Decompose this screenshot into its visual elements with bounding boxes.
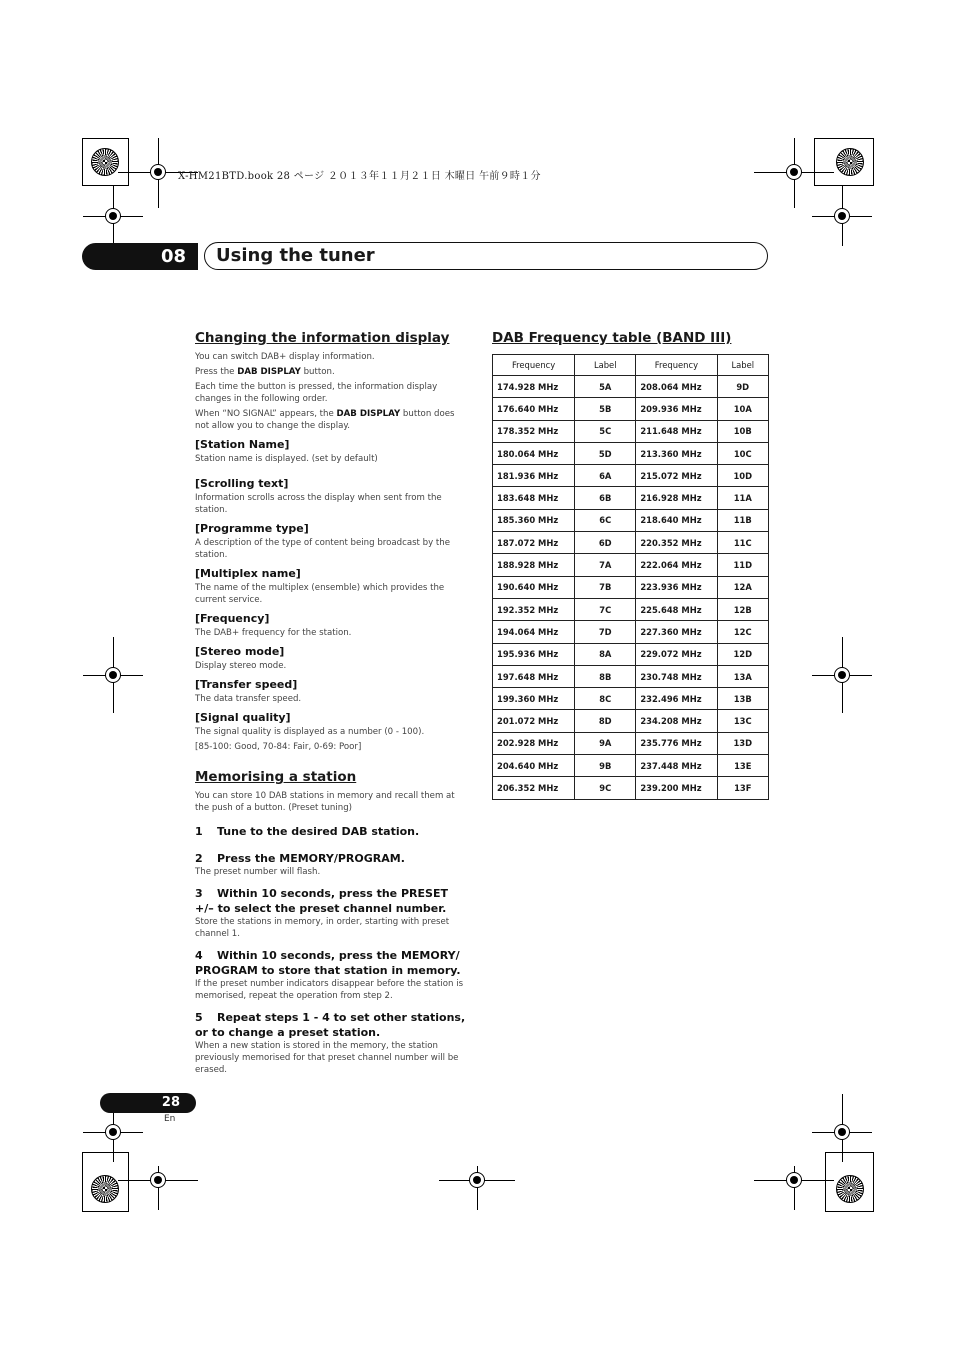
label-cell: 5A xyxy=(575,376,636,398)
step-note: If the preset number indicators disappear before the station is memorised, repeat the operation from step 2. xyxy=(195,979,464,1001)
table-row xyxy=(493,487,769,509)
display-item-name: [Stereo mode] xyxy=(195,645,285,658)
right-column xyxy=(492,330,770,800)
label-cell: 12C xyxy=(717,621,768,643)
table-row xyxy=(493,732,769,754)
column-header: Frequency xyxy=(636,355,717,376)
label-cell: 13A xyxy=(717,665,768,687)
frequency-cell: 183.648 MHz xyxy=(493,487,575,509)
label-cell: 6B xyxy=(575,487,636,509)
label-cell: 9A xyxy=(575,732,636,754)
chapter-number: 08 xyxy=(82,243,198,270)
frequency-cell: 220.352 MHz xyxy=(636,532,717,554)
label-cell: 12D xyxy=(717,643,768,665)
display-item-desc: Station name is displayed. (set by default) xyxy=(195,454,378,464)
step-number: 3 xyxy=(195,887,203,900)
label-cell: 10D xyxy=(717,465,768,487)
table-row xyxy=(493,509,769,531)
display-item-desc: The signal quality is displayed as a number (0 - 100). xyxy=(195,727,425,737)
step-note: The preset number will flash. xyxy=(195,867,321,877)
display-item-name: [Station Name] xyxy=(195,438,290,451)
page-number: 28 xyxy=(100,1093,196,1113)
paragraph: You can store 10 DAB stations in memory and recall them at the push of a button. (Preset tuning) xyxy=(195,791,455,813)
frequency-cell: 199.360 MHz xyxy=(493,688,575,710)
signal-quality-scale: [85-100: Good, 70-84: Fair, 0-69: Poor] xyxy=(195,742,362,752)
step-note: Store the stations in memory, in order, starting with preset channel 1. xyxy=(195,917,450,939)
step-number: 2 xyxy=(195,852,203,865)
frequency-cell: 239.200 MHz xyxy=(636,777,717,799)
table-row xyxy=(493,777,769,799)
table-row xyxy=(493,532,769,554)
step-text: Tune to the desired DAB station. xyxy=(217,825,420,838)
frequency-cell: 188.928 MHz xyxy=(493,554,575,576)
text: button does not allow you to change the display. xyxy=(195,409,455,431)
label-cell: 13D xyxy=(717,732,768,754)
column-header: Label xyxy=(717,355,768,376)
label-cell: 13C xyxy=(717,710,768,732)
frequency-cell: 235.776 MHz xyxy=(636,732,717,754)
left-column xyxy=(195,330,470,1079)
crop-mark xyxy=(82,1152,129,1212)
label-cell: 6C xyxy=(575,509,636,531)
frequency-cell: 194.064 MHz xyxy=(493,621,575,643)
table-row xyxy=(493,420,769,442)
table-body xyxy=(493,376,769,800)
crop-mark xyxy=(82,138,129,186)
frequency-cell: 174.928 MHz xyxy=(493,376,575,398)
button-name: DAB DISPLAY xyxy=(336,409,401,419)
step-text: Within 10 seconds, press the PRESET +/– to select the preset channel number. xyxy=(195,887,448,915)
paragraph: You can switch DAB+ display information. xyxy=(195,352,375,362)
label-cell: 5B xyxy=(575,398,636,420)
table-row xyxy=(493,755,769,777)
label-cell: 12B xyxy=(717,598,768,620)
label-cell: 11D xyxy=(717,554,768,576)
text: When “NO SIGNAL” appears, the xyxy=(195,409,337,419)
frequency-cell: 211.648 MHz xyxy=(636,420,717,442)
label-cell: 8A xyxy=(575,643,636,665)
display-item-desc: A description of the type of content being broadcast by the station. xyxy=(195,538,451,560)
table-row xyxy=(493,376,769,398)
step-number: 4 xyxy=(195,949,203,962)
frequency-cell: 176.640 MHz xyxy=(493,398,575,420)
paragraph xyxy=(195,408,470,432)
frequency-cell: 190.640 MHz xyxy=(493,576,575,598)
display-item-desc: The data transfer speed. xyxy=(195,694,302,704)
display-item-name: [Programme type] xyxy=(195,522,309,535)
frequency-cell: 202.928 MHz xyxy=(493,732,575,754)
label-cell: 8D xyxy=(575,710,636,732)
frequency-cell: 234.208 MHz xyxy=(636,710,717,732)
label-cell: 13F xyxy=(717,777,768,799)
step xyxy=(195,1010,470,1040)
display-item-name: [Frequency] xyxy=(195,612,270,625)
step xyxy=(195,948,470,978)
label-cell: 5D xyxy=(575,442,636,464)
label-cell: 12A xyxy=(717,576,768,598)
text: Press the xyxy=(195,367,238,377)
frequency-cell: 187.072 MHz xyxy=(493,532,575,554)
label-cell: 10A xyxy=(717,398,768,420)
frequency-cell: 227.360 MHz xyxy=(636,621,717,643)
frequency-cell: 213.360 MHz xyxy=(636,442,717,464)
frequency-cell: 204.640 MHz xyxy=(493,755,575,777)
section-title-memorising: Memorising a station xyxy=(195,769,357,785)
display-item-name: [Signal quality] xyxy=(195,711,291,724)
frequency-cell: 180.064 MHz xyxy=(493,442,575,464)
table-row xyxy=(493,665,769,687)
display-item-desc: Information scrolls across the display when sent from the station. xyxy=(195,493,442,515)
label-cell: 13B xyxy=(717,688,768,710)
frequency-cell: 201.072 MHz xyxy=(493,710,575,732)
table-row xyxy=(493,554,769,576)
frequency-cell: 216.928 MHz xyxy=(636,487,717,509)
frequency-cell: 225.648 MHz xyxy=(636,598,717,620)
section-title-freq-table: DAB Frequency table (BAND III) xyxy=(492,330,732,346)
frequency-cell: 192.352 MHz xyxy=(493,598,575,620)
step-number: 5 xyxy=(195,1011,203,1024)
label-cell: 7C xyxy=(575,598,636,620)
label-cell: 6D xyxy=(575,532,636,554)
step-text: Press the MEMORY/PROGRAM. xyxy=(217,852,405,865)
language-code: En xyxy=(164,1114,176,1124)
label-cell: 10B xyxy=(717,420,768,442)
table-row xyxy=(493,398,769,420)
paragraph: Each time the button is pressed, the information display changes in the following order. xyxy=(195,382,438,404)
frequency-cell: 232.496 MHz xyxy=(636,688,717,710)
display-item-name: [Scrolling text] xyxy=(195,477,289,490)
frequency-cell: 208.064 MHz xyxy=(636,376,717,398)
label-cell: 9B xyxy=(575,755,636,777)
label-cell: 11A xyxy=(717,487,768,509)
frequency-cell: 195.936 MHz xyxy=(493,643,575,665)
crop-mark xyxy=(814,138,874,186)
label-cell: 8B xyxy=(575,665,636,687)
frequency-cell: 230.748 MHz xyxy=(636,665,717,687)
frequency-cell: 206.352 MHz xyxy=(493,777,575,799)
step-text: Repeat steps 1 - 4 to set other stations, or to change a preset station. xyxy=(195,1011,466,1039)
table-row xyxy=(493,465,769,487)
display-item-name: [Multiplex name] xyxy=(195,567,301,580)
step-note: When a new station is stored in the memory, the station previously memorised for that preset channel number will be erased. xyxy=(195,1041,459,1075)
frequency-cell: 181.936 MHz xyxy=(493,465,575,487)
label-cell: 7D xyxy=(575,621,636,643)
display-item-desc: The DAB+ frequency for the station. xyxy=(195,628,352,638)
frequency-cell: 209.936 MHz xyxy=(636,398,717,420)
label-cell: 11B xyxy=(717,509,768,531)
label-cell: 10C xyxy=(717,442,768,464)
button-name: DAB DISPLAY xyxy=(237,367,301,377)
frequency-cell: 185.360 MHz xyxy=(493,509,575,531)
label-cell: 13E xyxy=(717,755,768,777)
table-header-row xyxy=(493,355,769,376)
display-item-desc: The name of the multiplex (ensemble) which provides the current service. xyxy=(195,583,445,605)
label-cell: 7B xyxy=(575,576,636,598)
frequency-cell: 229.072 MHz xyxy=(636,643,717,665)
display-item-desc: Display stereo mode. xyxy=(195,661,287,671)
dab-frequency-table xyxy=(492,354,769,800)
label-cell: 6A xyxy=(575,465,636,487)
label-cell: 9D xyxy=(717,376,768,398)
display-item-name: [Transfer speed] xyxy=(195,678,298,691)
label-cell: 8C xyxy=(575,688,636,710)
chapter-title: Using the tuner xyxy=(216,245,375,266)
frequency-cell: 178.352 MHz xyxy=(493,420,575,442)
table-row xyxy=(493,643,769,665)
table-row xyxy=(493,710,769,732)
print-header-line: X-HM21BTD.book 28 ページ ２０１３年１１月２１日 木曜日 午前９時１分 xyxy=(178,171,541,182)
step xyxy=(195,824,470,839)
crop-mark xyxy=(825,1152,874,1212)
section-title-info-display: Changing the information display xyxy=(195,330,450,346)
frequency-cell: 237.448 MHz xyxy=(636,755,717,777)
frequency-cell: 222.064 MHz xyxy=(636,554,717,576)
frequency-cell: 197.648 MHz xyxy=(493,665,575,687)
text: button. xyxy=(300,367,335,377)
column-header: Frequency xyxy=(493,355,575,376)
table-row xyxy=(493,688,769,710)
paragraph xyxy=(195,366,470,378)
label-cell: 11C xyxy=(717,532,768,554)
frequency-cell: 218.640 MHz xyxy=(636,509,717,531)
step xyxy=(195,851,470,866)
step-text: Within 10 seconds, press the MEMORY/ PROGRAM to store that station in memory. xyxy=(195,949,461,977)
table-row xyxy=(493,442,769,464)
label-cell: 9C xyxy=(575,777,636,799)
table-row xyxy=(493,576,769,598)
column-header: Label xyxy=(575,355,636,376)
frequency-cell: 215.072 MHz xyxy=(636,465,717,487)
table-row xyxy=(493,621,769,643)
step-number: 1 xyxy=(195,825,203,838)
frequency-cell: 223.936 MHz xyxy=(636,576,717,598)
label-cell: 7A xyxy=(575,554,636,576)
table-row xyxy=(493,598,769,620)
label-cell: 5C xyxy=(575,420,636,442)
step xyxy=(195,886,470,916)
